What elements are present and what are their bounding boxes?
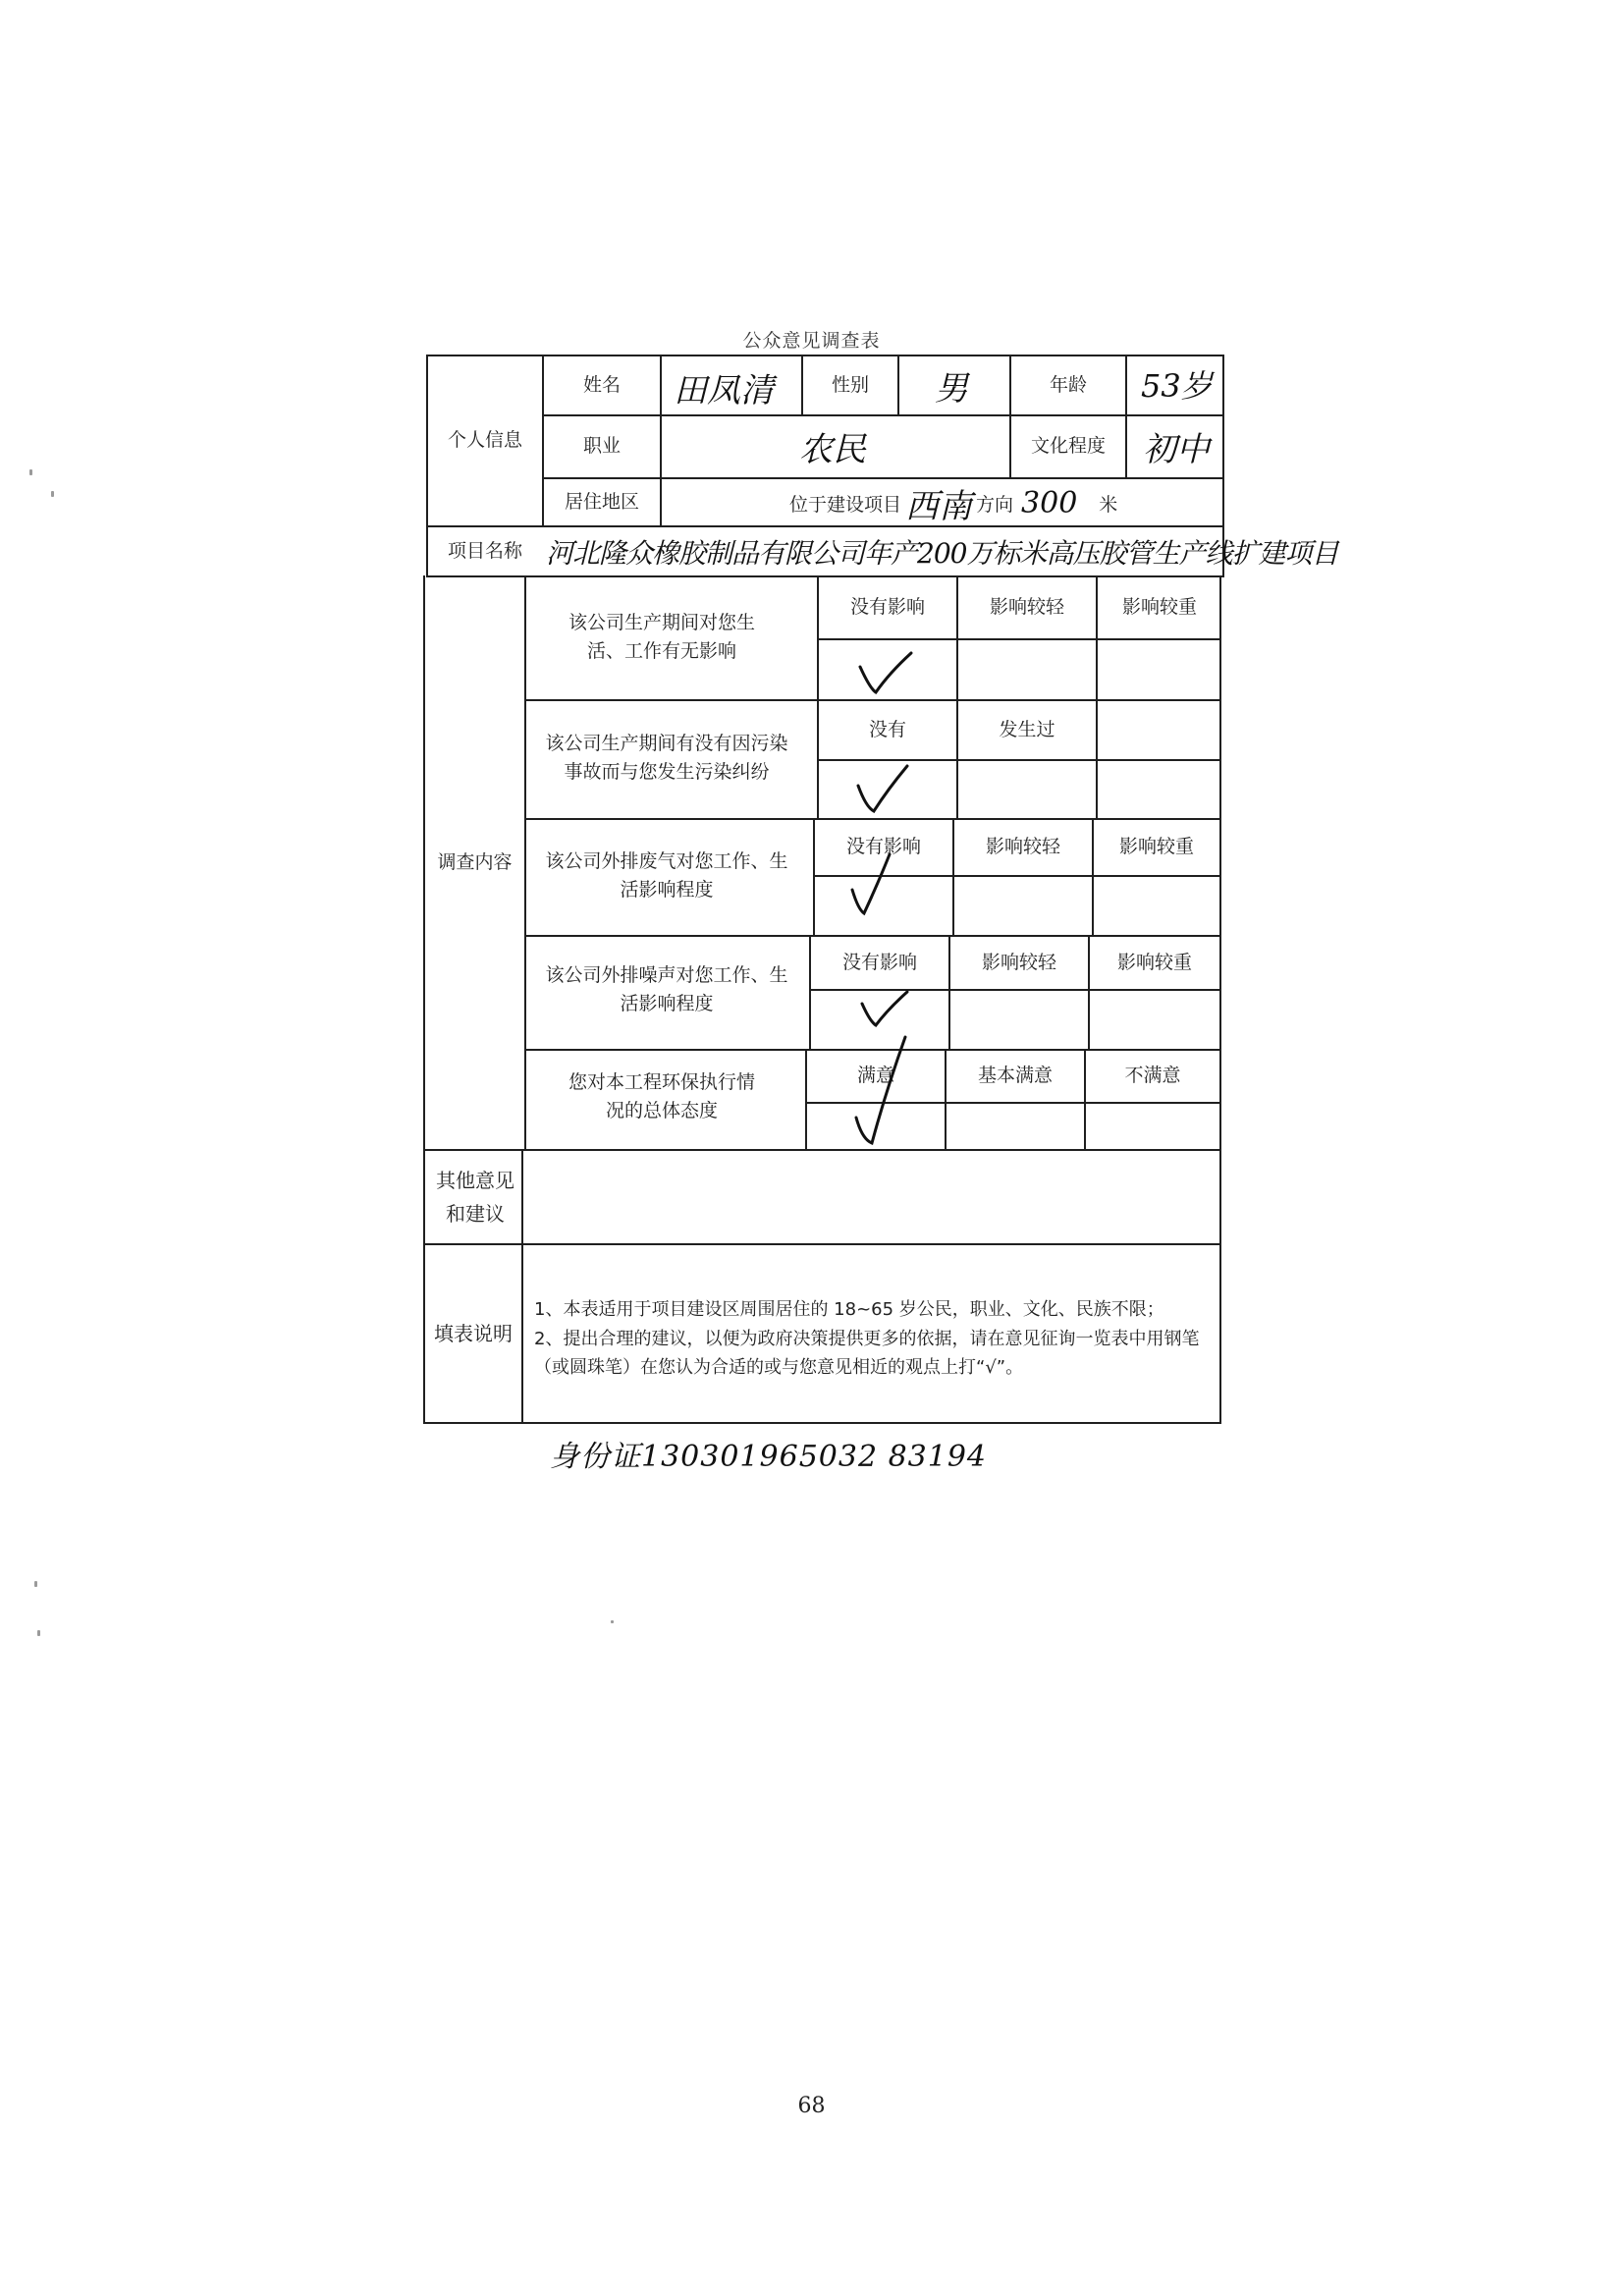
occupation-value: 农民: [799, 430, 866, 469]
age-label: 年龄: [1049, 373, 1087, 396]
id-note: 身份证130301965032 83194: [550, 1440, 988, 1474]
survey-form: [397, 350, 1338, 1424]
name-value: 田凤清: [674, 371, 774, 410]
name-label: 姓名: [582, 373, 621, 396]
q1-option-1: 没有影响: [849, 596, 925, 619]
question-5: 您对本工程环保执行情况的总体态度: [568, 1070, 755, 1121]
instructions-line-1: 1、本表适用于项目建设区周围居住的 18~65 岁公民，职业、文化、民族不限；: [534, 1299, 1164, 1320]
q4-option-3: 影响较重: [1116, 951, 1192, 973]
q4-option-1: 没有影响: [841, 951, 917, 973]
question-2: 该公司生产期间有没有因污染事故而与您发生污染纠纷: [545, 732, 788, 783]
residence-line: [789, 481, 1117, 524]
instructions-label: 填表说明: [434, 1321, 513, 1345]
q5-option-2: 基本满意: [977, 1065, 1053, 1087]
gender-label: 性别: [831, 373, 869, 396]
residence-prefix: 位于建设项目: [789, 493, 902, 516]
occupation-label: 职业: [582, 435, 621, 458]
q1-option-3: 影响较重: [1121, 596, 1197, 619]
survey-label: 调查内容: [437, 851, 513, 874]
q5-check-mark: [852, 1033, 911, 1151]
q4-option-2: 影响较轻: [981, 951, 1056, 973]
q2-option-2: 发生过: [999, 718, 1055, 740]
q4-check-mark: [858, 988, 913, 1031]
residence-mid: 方向: [976, 493, 1014, 516]
age-value: 53岁: [1141, 367, 1213, 405]
q3-option-3: 影响较重: [1118, 836, 1194, 858]
residence-label: 居住地区: [564, 490, 639, 513]
q1-check-mark: [856, 649, 915, 698]
q3-option-1: 没有影响: [845, 836, 921, 858]
question-3: 该公司外排废气对您工作、生活影响程度: [545, 849, 788, 901]
form-title: 公众意见调查表: [742, 330, 881, 352]
q1-option-2: 影响较轻: [989, 596, 1064, 619]
q5-option-1: 满意: [856, 1065, 894, 1087]
question-4: 该公司外排噪声对您工作、生活影响程度: [545, 963, 788, 1014]
gender-value: 男: [935, 369, 968, 409]
q3-option-2: 影响较轻: [985, 836, 1060, 858]
q3-check-mark: [848, 850, 903, 919]
project-label: 项目名称: [447, 539, 522, 562]
education-value: 初中: [1143, 430, 1210, 469]
q5-option-3: 不满意: [1124, 1065, 1181, 1087]
instructions-line-2: 2、提出合理的建议，以便为政府决策提供更多的依据，请在意见征询一览表中用钢笔（或圆珠笔）在您认为合适的或与您意见相近的观点上打“√”。: [534, 1329, 1200, 1378]
residence-distance: 300: [1021, 485, 1078, 520]
education-label: 文化程度: [1030, 435, 1106, 458]
personal-info-label: 个人信息: [447, 429, 522, 452]
q2-check-mark: [854, 762, 913, 817]
residence-unit: 米: [1099, 493, 1118, 516]
page-number: 68: [797, 2094, 826, 2118]
question-1: 该公司生产期间对您生活、工作有无影响: [568, 611, 755, 662]
q2-option-1: 没有: [868, 718, 906, 740]
residence-direction: 西南: [905, 486, 973, 526]
other-suggestions-value: [524, 1151, 1217, 1241]
project-value: 河北隆众橡胶制品有限公司年产200万标米高压胶管生产线扩建项目: [546, 537, 1338, 570]
other-suggestions-label: 其他意见和建议: [436, 1169, 514, 1226]
